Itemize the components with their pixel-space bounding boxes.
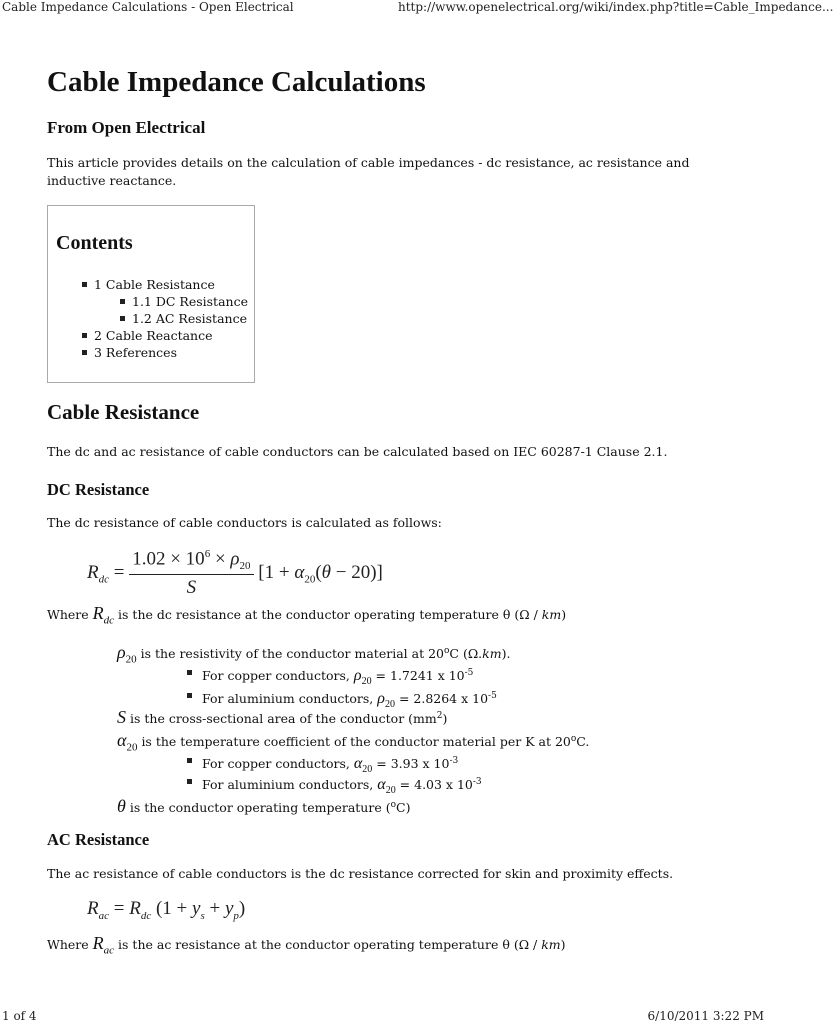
ac-where-line: Where $R_{ac}$ is the ac resistance at the conductor operating temperature θ (Ω / km) [47, 933, 566, 957]
rho-copper-exp: -5 [464, 668, 474, 678]
theta-definition: θ is the conductor operating temperature ($^o$C) [117, 796, 411, 817]
intro-paragraph [47, 154, 707, 190]
page-url-header: http://www.openelectrical.org/wiki/index.php?title=Cable_Impedance... [398, 0, 833, 14]
alpha-alu-value: = 4.03 x 10 [399, 777, 473, 793]
rho-alu-label: For aluminium conductors, [202, 691, 374, 707]
rho-copper-value: = 1.7241 x 10 [375, 668, 465, 684]
rho-definition: $\rho_{20}$ is the resistivity of the conductor material at 20$^o$C (Ω.km). [117, 642, 511, 666]
ac-resistance-text: The ac resistance of cable conductors is the dc resistance corrected for skin and proximity effects. [47, 866, 674, 881]
theta-unit: C) [396, 800, 411, 816]
rho-copper-label: For copper conductors, [202, 668, 350, 684]
alpha-definition: $\alpha_{20}$ is the temperature coefficient of the conductor material per K at 20$^o$C. [117, 730, 590, 754]
alpha-text: is the temperature coefficient of the conductor material per K at 20 [141, 734, 571, 750]
datetime-footer: 6/10/2011 3:22 PM [647, 1009, 764, 1023]
dc-resistance-formula: $R_{dc}$ = $\frac{1.02 \times 10^6 \times \rho_{20}}{S}$ $[1 + \alpha_{20}(\theta - 20)]$ [87, 548, 383, 599]
intro-line-2: inductive reactance. [47, 173, 177, 188]
toc-item-dc-resistance[interactable]: 1.1 DC Resistance [120, 293, 248, 310]
page-number-footer: 1 of 4 [2, 1009, 37, 1023]
ac-resistance-formula: $R_{ac} = R_{dc}$ $(1 + y_s + y_p)$ [87, 898, 246, 922]
rac-symbol: $R_{ac}$ [92, 933, 115, 957]
toc-item-ac-resistance[interactable]: 1.2 AC Resistance [120, 310, 248, 327]
page-subtitle: From Open Electrical [47, 118, 206, 137]
alpha-symbol: $\alpha_{20}$ [117, 730, 138, 754]
alpha-copper-value: = 3.93 x 10 [376, 756, 450, 772]
dc-where-pre: Where [47, 607, 89, 622]
toc-item-cable-resistance[interactable]: 1 Cable Resistance [82, 276, 248, 293]
toc-list [82, 276, 248, 361]
s-definition: S is the cross-sectional area of the conductor $(mm^2)$ [117, 707, 448, 728]
ac-where-pre: Where [47, 937, 89, 952]
toc-item-references[interactable]: 3 References [82, 344, 248, 361]
rho-unit: C (Ω. [449, 646, 483, 662]
rho-alu-exp: -5 [488, 691, 497, 701]
heading-dc-resistance: DC Resistance [47, 480, 150, 499]
dc-where-post: is the dc resistance at the conductor operating temperature θ (Ω / [118, 607, 542, 622]
table-of-contents [47, 205, 255, 383]
rho-symbol: $\rho_{20}$ [117, 642, 137, 666]
intro-line-1: This article provides details on the calculation of cable impedances - dc resistance, ac resistance and [47, 155, 690, 170]
rho-text: is the resistivity of the conductor material at 20 [140, 646, 444, 662]
rdc-symbol: $R_{dc}$ [92, 603, 115, 627]
cable-resistance-text: The dc and ac resistance of cable conductors can be calculated based on IEC 60287-1 Clause 2.1. [47, 444, 668, 459]
alpha-symbol: $\alpha_{20}$ [353, 755, 373, 776]
ac-where-unit: km [541, 937, 561, 952]
toc-item-cable-reactance[interactable]: 2 Cable Reactance [82, 327, 248, 344]
heading-cable-resistance: Cable Resistance [47, 400, 200, 424]
alpha-alu-label: For aluminium conductors, [202, 777, 374, 793]
rho-unit-km: km [482, 646, 502, 662]
alpha-symbol: $\alpha_{20}$ [377, 776, 396, 797]
dc-where-line: Where $R_{dc}$ is the dc resistance at the conductor operating temperature θ (Ω / km) [47, 603, 567, 627]
rho-alu-value: = 2.8264 x 10 [398, 691, 489, 707]
rho-symbol: $\rho_{20}$ [377, 690, 395, 711]
toc-title: Contents [56, 232, 133, 254]
theta-symbol: θ [117, 796, 126, 817]
rho-symbol: $\rho_{20}$ [353, 667, 372, 688]
alpha-copper-label: For copper conductors, [202, 756, 350, 772]
heading-ac-resistance: AC Resistance [47, 830, 150, 849]
dc-where-unit: km [541, 607, 562, 622]
ac-where-post: is the ac resistance at the conductor operating temperature θ (Ω / [118, 937, 542, 952]
dc-resistance-text: The dc resistance of cable conductors is calculated as follows: [47, 515, 442, 530]
page-title: Cable Impedance Calculations [47, 66, 426, 98]
alpha-alu-exp: -3 [472, 777, 482, 787]
theta-text: is the conductor operating temperature ( [129, 800, 391, 816]
alpha-copper-exp: -3 [449, 756, 459, 766]
browser-title-header: Cable Impedance Calculations - Open Electrical [2, 0, 294, 14]
s-symbol: S [117, 707, 126, 728]
s-text: is the cross-sectional area of the conductor (mm [129, 711, 437, 727]
